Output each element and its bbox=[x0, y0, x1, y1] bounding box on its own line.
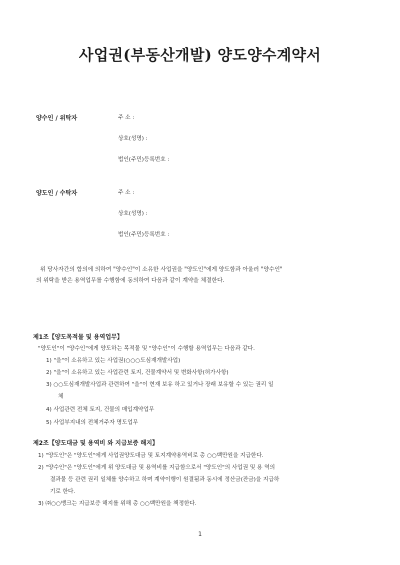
transferor-company-field: 상호(성명) : bbox=[118, 136, 148, 142]
article-1-item: 2) "을"이 소유하고 있는 사업관련 토지, 건물계약서 및 변화사항(허가사항) bbox=[46, 370, 229, 376]
article-1-item: 5) 사업부지내의 전체거주자 명도업무 bbox=[46, 420, 139, 426]
article-1-item: 1) "을"이 소유하고 있는 사업권(○○○도심재개발사업) bbox=[46, 358, 181, 364]
intro-line: 위 당사자간의 합의에 의하여 "양수인"이 소유한 사업권을 "양도인"에게 양도함과 아울러 "양수인" bbox=[40, 267, 283, 273]
intro-line: 의 위탁을 받은 용역업무를 수행함에 동의하여 다음과 같이 계약을 체결한다. bbox=[36, 278, 225, 284]
article-1-item-continued: 체 bbox=[58, 394, 64, 400]
document-title: 사업권(부동산개발) 양도양수계약서 bbox=[78, 46, 322, 64]
transferee-regno-field: 법인(주민)등록번호 : bbox=[118, 232, 170, 238]
article-2-item-continued: 기로 한다. bbox=[50, 489, 76, 495]
transferor-address-field: 주 소 : bbox=[118, 115, 135, 121]
page-number: 1 bbox=[198, 531, 202, 538]
article-2-item: 2) "양수인"은 "양도인"에게 위 양도대금 및 용역비를 지급함으로서 "양도인"의 사업권 및 용 역의 bbox=[38, 465, 276, 471]
article-2-heading: 제2조【양도대금 및 용역비 와 지급보증 해지】 bbox=[33, 440, 159, 447]
transferee-company-field: 상호(성명) : bbox=[118, 211, 148, 217]
intro-paragraph bbox=[36, 265, 368, 287]
article-1-lead: "양도인"이 "양수인"에게 양도하는 목적물 및 "양수인"이 수행할 용역업무는 다음과 같다. bbox=[38, 346, 255, 352]
transferee-label: 양도인 / 수탁자 bbox=[36, 190, 78, 197]
transferee-address-field: 주 소 : bbox=[118, 190, 135, 196]
article-2-item-continued: 결과물 등 관련 권리 일체를 양수하고 하며 계약이행이 원결됨과 동시에 정산금(잔금)을 지급하 bbox=[50, 477, 280, 483]
article-2-item: 3) ㈜○○뱅크는 지급보증 해지를 위해 총 ○○백만원을 책정한다. bbox=[38, 501, 197, 507]
article-1-item: 3) ○○도심재개발사업과 관련하여 "을"이 현재 보유 하고 있거나 장래 보유할 수 있는 권리 일 bbox=[46, 382, 274, 388]
article-2-item: 1) "양도인"은 "양도인"에게 사업권양도대금 및 토지계약용역비로 총 ○○백만원을 지급한다. bbox=[38, 453, 264, 459]
transferor-label: 양수인 / 위탁자 bbox=[36, 115, 78, 122]
transferor-regno-field: 법인(주민)등록번호 : bbox=[118, 157, 170, 163]
article-1-heading: 제1조【양도목적물 및 용역업무】 bbox=[33, 334, 123, 341]
article-1-item: 4) 사업관련 전체 토지, 건물의 매입계약업무 bbox=[46, 407, 155, 413]
